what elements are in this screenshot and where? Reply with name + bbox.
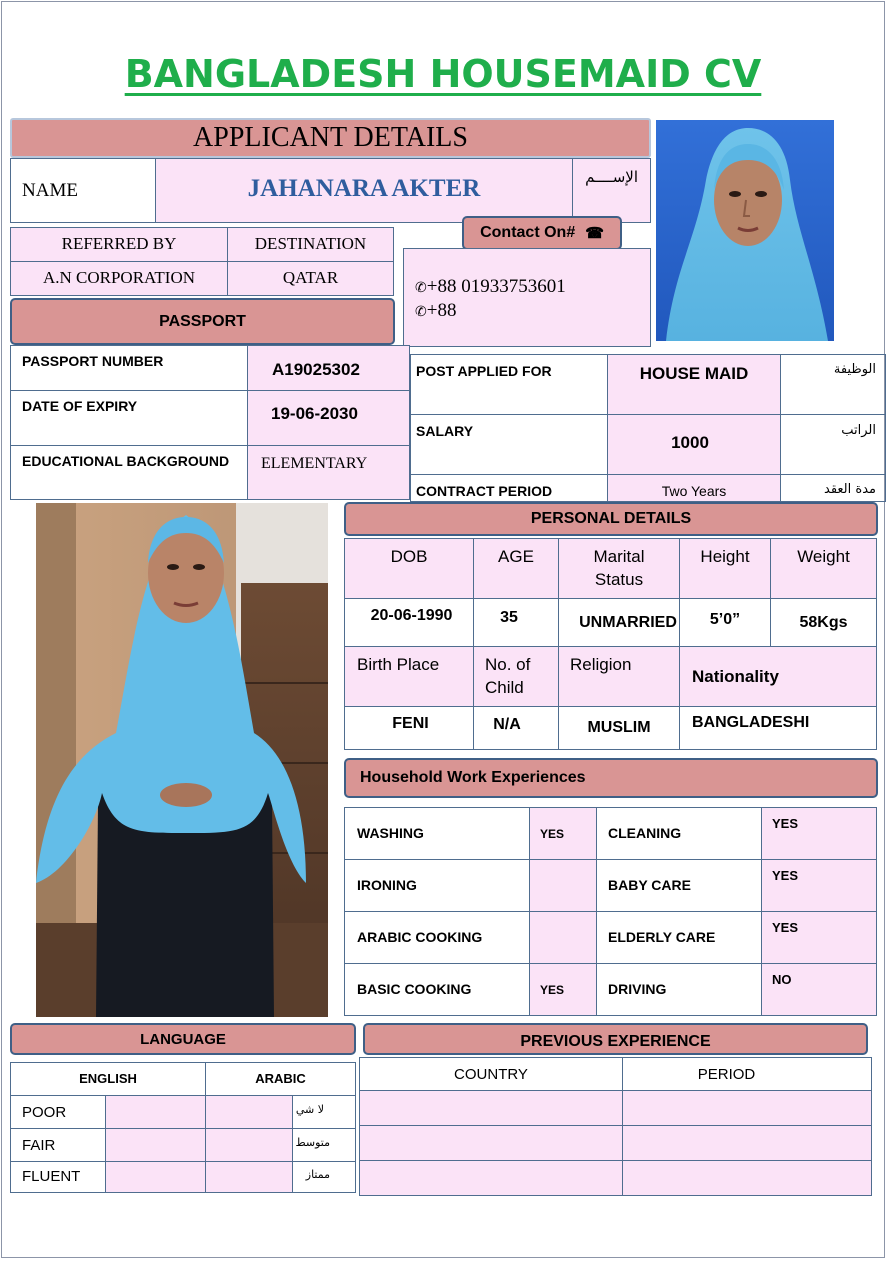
applicant-name: JAHANARA AKTER [247,175,481,202]
marital-label-2: Status [594,570,644,589]
language-row-label: FLUENT [22,1168,81,1185]
applicant-full-photo [36,503,328,1017]
marital-label-1: Marital [593,547,645,566]
phone-line-2 [415,300,456,322]
language-arabic-label: ممتاز [305,1168,330,1181]
previous-period-cell [622,1090,872,1126]
dob-value: 20-06-1990 [370,607,453,624]
referred-by-value: A.N CORPORATION [42,268,196,287]
language-arabic-label: متوسط [295,1136,330,1149]
contract-arabic: مدة العقد [824,482,876,497]
age-label: AGE [498,547,534,566]
household-right-label: DRIVING [608,981,667,997]
previous-period-col: PERIOD [697,1066,756,1083]
household-right-label: ELDERLY CARE [608,929,716,945]
household-left-label: ARABIC COOKING [357,929,483,945]
destination-label: DESTINATION [254,234,367,253]
language-arabic-col: ARABIC [255,1071,306,1086]
language-english-level-cell [105,1128,206,1162]
contact-label: Contact On# [480,224,576,241]
name-label: NAME [22,180,78,201]
contact-header [462,216,622,250]
language-row-label: FAIR [22,1137,56,1154]
phone-line-1 [415,276,566,298]
children-label-1: No. of [485,655,531,674]
household-left-label: WASHING [357,825,424,841]
birthplace-label: Birth Place [357,655,440,674]
household-left-label: BASIC COOKING [357,981,472,997]
marital-value: UNMARRIED [579,614,677,631]
household-left-value: YES [540,827,565,841]
language-arabic-level-cell [205,1095,293,1129]
household-right-value-cell [761,807,877,860]
household-right-value: YES [772,816,799,831]
height-value: 5’0” [709,611,741,628]
weight-label: Weight [797,547,850,566]
previous-country-cell [359,1160,623,1196]
religion-value: MUSLIM [587,719,651,736]
language-arabic-level-cell [205,1161,293,1193]
referred-by-label: REFERRED BY [61,234,177,253]
name-arabic-label: الإســــم [585,168,638,186]
phone-line-icon: ✆ [415,281,427,296]
contract-label: CONTRACT PERIOD [416,483,553,499]
children-value: N/A [493,716,521,733]
age-value: 35 [500,609,518,626]
previous-country-col: COUNTRY [454,1066,528,1083]
household-header: Household Work Experiences [344,758,878,798]
language-arabic-label: لا شي [295,1103,324,1116]
language-english-col: ENGLISH [79,1071,137,1086]
household-right-value: YES [772,868,799,883]
household-right-value-cell [761,859,877,912]
language-english-level-cell [105,1095,206,1129]
contract-value: Two Years [661,483,727,499]
passport-header: PASSPORT [10,298,395,345]
household-left-label: IRONING [357,877,417,893]
salary-label: SALARY [416,423,474,439]
destination-value: QATAR [282,268,339,287]
birthplace-value: FENI [392,715,429,732]
salary-value: 1000 [671,433,709,452]
language-english-level-cell [105,1161,206,1193]
household-left-value-cell [529,859,597,912]
household-right-value-cell [761,963,877,1016]
passport-number-label: PASSPORT NUMBER [22,353,164,369]
language-arabic-level-cell [205,1128,293,1162]
phone-icon: ☎ [585,225,604,242]
post-arabic: الوظيفة [833,362,876,377]
household-right-value: NO [772,972,792,987]
household-right-label: CLEANING [608,825,682,841]
passport-number-value: A19025302 [272,360,360,379]
post-value: HOUSE MAID [639,364,749,383]
applicant-details-header: APPLICANT DETAILS [10,118,651,158]
post-label: POST APPLIED FOR [416,363,552,379]
expiry-value: 19-06-2030 [271,404,358,423]
household-right-value-cell [761,911,877,964]
personal-details-header: PERSONAL DETAILS [344,502,878,536]
previous-country-cell [359,1090,623,1126]
nationality-value: BANGLADESHI [692,714,810,731]
religion-label: Religion [570,655,632,674]
previous-experience-header: PREVIOUS EXPERIENCE [363,1023,868,1055]
household-left-value: YES [540,983,565,997]
language-row-label: POOR [22,1104,67,1121]
previous-country-cell [359,1125,623,1161]
expiry-label: DATE OF EXPIRY [22,398,138,414]
dob-label: DOB [390,547,428,566]
education-value: ELEMENTARY [261,455,368,472]
previous-period-cell [622,1125,872,1161]
phone-2: +88 [426,300,457,321]
children-label-2: Child [485,678,524,697]
education-label: EDUCATIONAL BACKGROUND [22,453,230,469]
page-title: BANGLADESH HOUSEMAID CV [124,52,762,96]
phone-1: +88 01933753601 [426,276,566,297]
previous-period-cell [622,1160,872,1196]
language-header: LANGUAGE [10,1023,356,1055]
applicant-portrait-photo [656,120,834,341]
nationality-label: Nationality [692,667,779,686]
weight-value: 58Kgs [799,614,848,631]
height-label: Height [700,547,750,566]
household-right-value: YES [772,920,799,935]
household-left-value-cell [529,911,597,964]
household-right-label: BABY CARE [608,877,691,893]
phone-line-icon: ✆ [415,305,427,320]
salary-arabic: الراتب [841,423,876,438]
